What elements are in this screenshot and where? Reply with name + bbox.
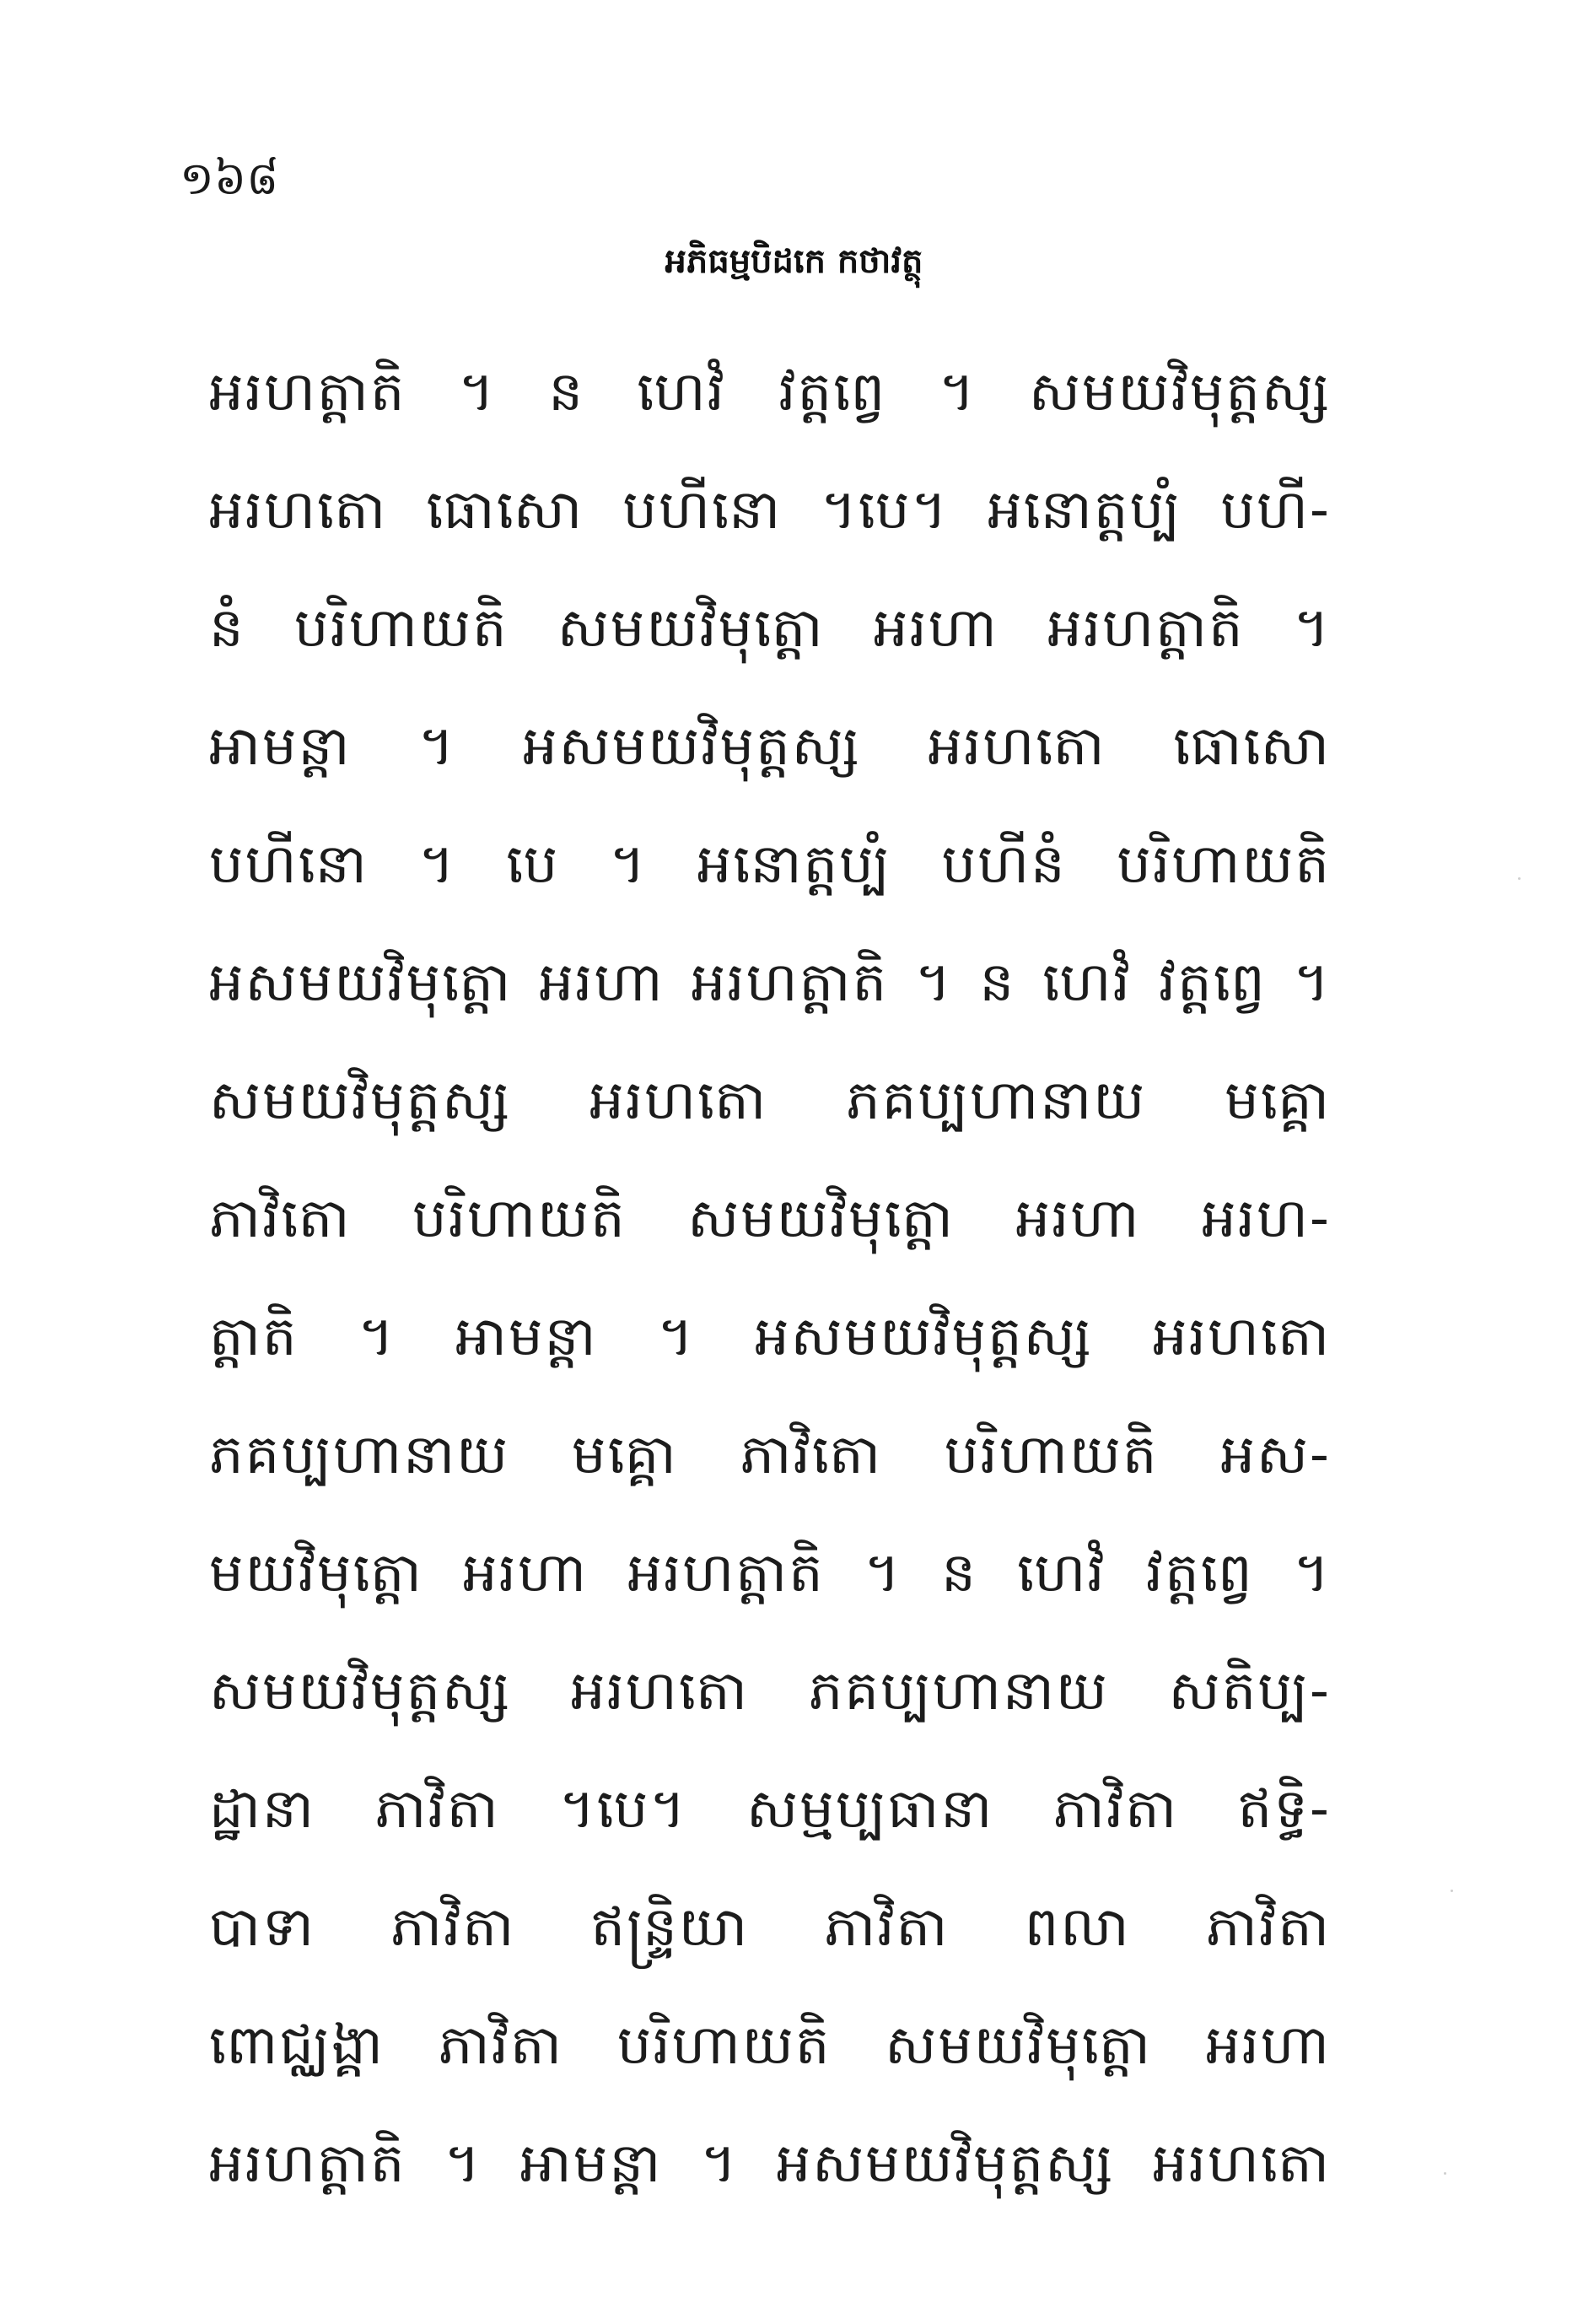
text-line: បាទា ភាវិតា ឥន្ទ្រិយា ភាវិតា ពលា ភាវិតា: [209, 1896, 1331, 1959]
body-text: [209, 333, 1331, 2223]
scan-speck: [1444, 2172, 1446, 2175]
text-line: ដ្ឋានា ភាវិតា ។បេ។ សម្មប្បធានា ភាវិតា ឥទ្ធិ-: [209, 1778, 1331, 1841]
text-line: ភគប្បហានាយ មគ្គោ ភាវិតោ បរិហាយតិ អស-: [209, 1424, 1331, 1486]
page-number: ១៦៨: [180, 152, 279, 205]
text-line: សមយវិមុត្តស្ស អរហតោ ភគប្បហានាយ សតិប្ប-: [209, 1660, 1331, 1723]
text-line: ត្តាតិ ។ អាមន្តា ។ អសមយវិមុត្តស្ស អរហតោ: [209, 1306, 1331, 1368]
text-line: ភាវិតោ បរិហាយតិ សមយវិមុត្តោ អរហា អរហ-: [209, 1188, 1331, 1250]
text-line: សមយវិមុត្តស្ស អរហតោ ភគប្បហានាយ មគ្គោ: [209, 1070, 1331, 1132]
text-line: អសមយវិមុត្តោ អរហា អរហត្តាតិ ។ ន ហេវំ វត្តព្វេ ។: [209, 952, 1331, 1014]
text-line: អាមន្តា ។ អសមយវិមុត្តស្ស អរហតោ ធោសោ: [209, 715, 1331, 778]
running-header: អភិធម្មបិដកេ កថាវត្ថុ: [665, 242, 923, 281]
text-line: នំ បរិហាយតិ សមយវិមុត្តោ អរហា អរហត្តាតិ ។: [209, 597, 1331, 660]
text-line: អរហត្តាតិ ។ ន ហេវំ វត្តព្វេ ។ សមយវិមុត្តស្ស: [209, 361, 1331, 423]
scan-speck: [1451, 1890, 1453, 1892]
text-line: បហីនោ ។ បេ ។ អនោត្តប្បំ បហីនំ បរិហាយតិ: [209, 833, 1331, 896]
text-line: អរហតោ ធោសោ បហីនោ ។បេ។ អនោត្តប្បំ បហី-: [209, 479, 1331, 542]
text-line: អរហត្តាតិ ។ អាមន្តា ។ អសមយវិមុត្តស្ស អរហតោ: [209, 2133, 1331, 2195]
text-line: ពោជ្ឈង្គា ភាវិតា បរិហាយតិ សមយវិមុត្តោ អរហា: [209, 2014, 1331, 2077]
text-line: មយវិមុត្តោ អរហា អរហត្តាតិ ។ ន ហេវំ វត្តព្វេ ។: [209, 1542, 1331, 1604]
scan-speck: [1518, 877, 1521, 880]
